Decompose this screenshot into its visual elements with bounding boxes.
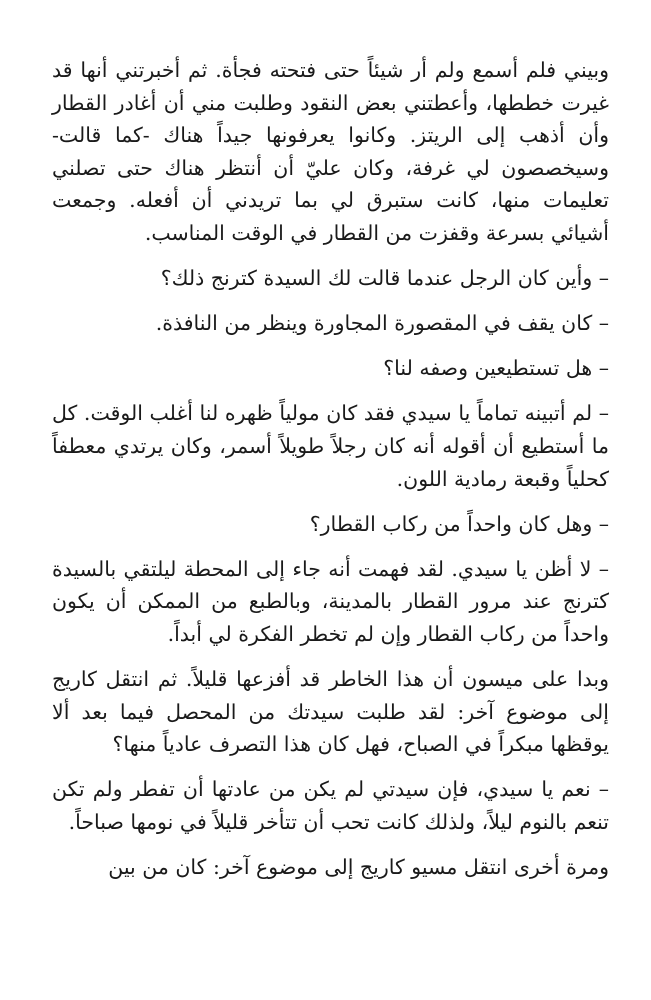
paragraph-dialogue-sleep-habit: – نعم يا سيدي، فإن سيدتي لم يكن من عادتها أن تفطر ولم تكن تنعم بالنوم ليلاً، ولذلك كانت تحب أن تتأخر قليلاً في نومها صباحاً. [52,777,609,834]
paragraph-dialogue-passenger-question: – وهل كان واحداً من ركاب القطار؟ [309,511,609,536]
paragraph-dialogue-adjacent-compartment: – كان يقف في المقصورة المجاورة وينظر من النافذة. [155,311,609,336]
paragraph-dialogue-describe-him: – هل تستطيعين وصفه لنا؟ [383,356,609,381]
paragraph-narration-1: وبيني فلم أسمع ولم أر شيئاً حتى فتحته فجأة. ثم أخبرتني أنها قد غيرت خططها، وأعطتني بعض النقود وطلبت مني أن أغادر القطار وأن أذهب إلى الريتز. وكانوا يعرفونها جيداً هناك -كما قالت- وسيخصصون لي غرفة، وكان عليّ أن أنتظر هناك حتى تصلني تعليمات منها، كانت ستبرق لي بما تريدني أن أفعله. وجمعت أشيائي بسرعة وقفزت من القطار في الوقت المناسب. [52,58,609,245]
paragraph-narration-continues: ومرة أخرى انتقل مسيو كاريج إلى موضوع آخر: كان من بين [108,854,609,879]
book-page [52,54,609,884]
paragraph-dialogue-description: – لم أتبينه تماماً يا سيدي فقد كان مولياً ظهره لنا أغلب الوقت. كل ما أستطيع أن أقوله أنه كان رجلاً طويلاً أسمر، وكان يرتدي معطفاً كحلياً وقبعة رمادية اللون. [52,401,609,491]
paragraph-narration-mason: وبدا على ميسون أن هذا الخاطر قد أفزعها قليلاً. ثم انتقل كاريج إلى موضوع آخر: لقد طلبت سيدتك من المحصل فيما بعد ألا يوقظها مبكراً في الصباح، فهل كان هذا التصرف عادياً منها؟ [52,667,609,757]
paragraph-dialogue-station: – لا أظن يا سيدي. لقد فهمت أنه جاء إلى المحطة ليلتقي بالسيدة كترنج عند مرور القطار بالمدينة، وبالطبع من الممكن أن يكون واحداً من ركاب القطار وإن لم تخطر الفكرة لي أبداً. [52,556,609,646]
paragraph-dialogue-where-was-man: – وأين كان الرجل عندما قالت لك السيدة كترنج ذلك؟ [160,266,609,291]
